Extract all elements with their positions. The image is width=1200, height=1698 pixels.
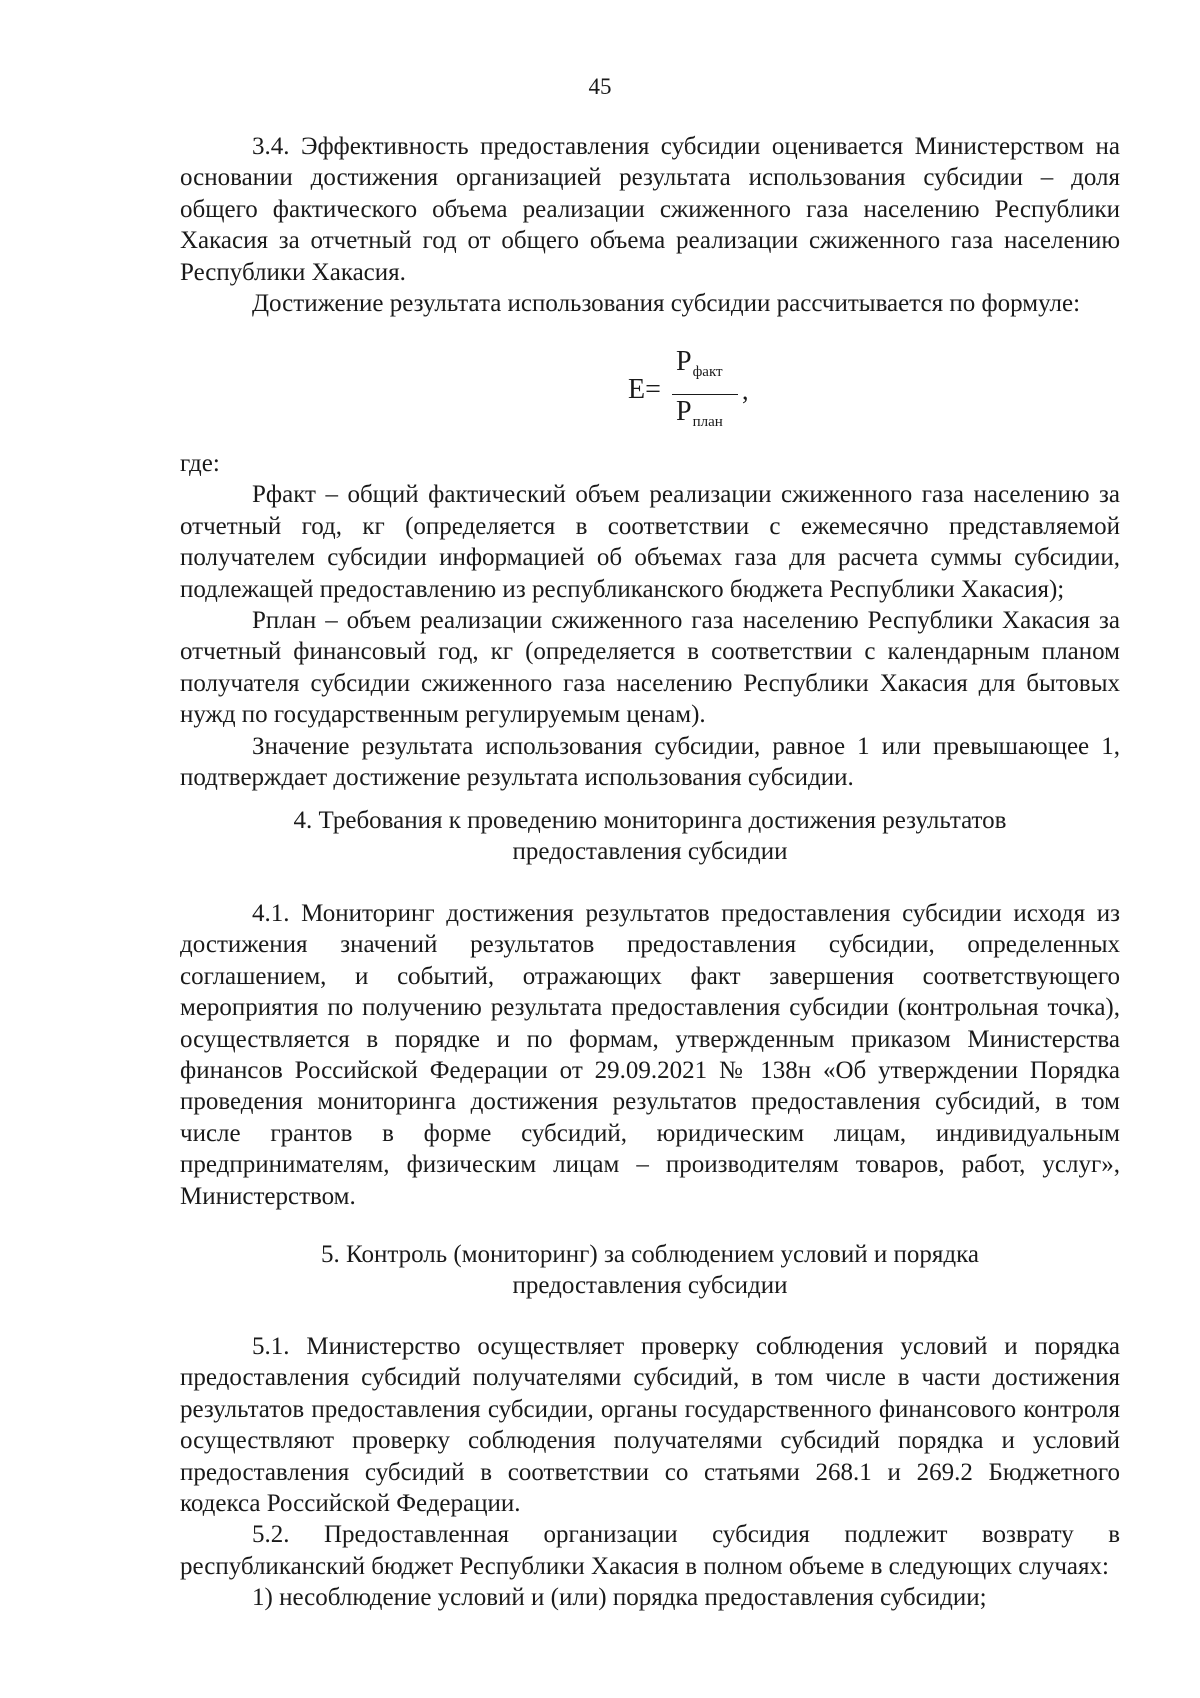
formula-numerator — [676, 346, 723, 381]
section-4-heading-line1: 4. Требования к проведению мониторинга достижения результатов — [293, 807, 1007, 834]
section-4-heading-line2: предоставления субсидии — [512, 838, 788, 866]
section-4-body — [180, 898, 1120, 1212]
formula-efficiency — [0, 346, 1200, 436]
page-number: 45 — [588, 74, 612, 99]
paragraph-5-2: 5.2. Предоставленная организации субсидия подлежит возврату в республиканский бюджет Республики Хакасия в полном объеме в следующих случаях: — [180, 1521, 1120, 1580]
paragraph-3-4: 3.4. Эффективность предоставления субсидии оценивается Министерством на основании достижения организацией результата использования субсидии – доля общего фактического объема реализации сжиженного газа населению Республики Хакасия за отчетный год от общего объема реализации сжиженного газа населению Республики Хакасия. — [180, 133, 1120, 286]
formula-denominator — [676, 396, 723, 431]
formula-numerator-symbol: Р — [676, 346, 692, 377]
section-3-block — [180, 131, 1120, 319]
formula-numerator-subscript: факт — [692, 364, 723, 380]
formula-denominator-symbol: Р — [676, 396, 692, 427]
formula-fraction-line — [672, 394, 738, 395]
section-5-body — [180, 1331, 1120, 1614]
paragraph-rplan: Рплан – объем реализации сжиженного газа населению Республики Хакасия за отчетный финансовый год, кг (определяется в соответствии с календарным планом получателя субсидии сжиженного газа населению Республики Хакасия для бытовых нужд по государственным регулируемым ценам). — [180, 607, 1120, 729]
paragraph-5-1: 5.1. Министерство осуществляет проверку соблюдения условий и порядка предоставления субсидий получателями субсидий, в том числе в части достижения результатов предоставления субсидии, органы государственного финансового контроля осуществляют проверку соблюдения получателями субсидий порядка и условий предоставления субсидий в соответствии со статьями 268.1 и 269.2 Бюджетного кодекса Российской Федерации. — [180, 1333, 1120, 1518]
paragraph-where: где: — [180, 450, 220, 477]
formula-lhs: Е= — [628, 374, 661, 405]
paragraph-4-1: 4.1. Мониторинг достижения результатов предоставления субсидии исходя из достижения значений результатов предоставления субсидии, определенных соглашением, и событий, отражающих факт завершения соответствующего мероприятия по получению результата предоставления субсидии (контрольная точка), осуществляется в порядке и по формам, утвержденным приказом Министерства финансов Российской Федерации от 29.09.2021 № 138н «Об утверждении Порядка проведения мониторинга достижения результатов предоставления субсидий, в том числе грантов в форме субсидий, юридическим лицам, индивидуальным предпринимателям, физическим лицам – производителям товаров, работ, услуг», Министерством. — [180, 900, 1120, 1210]
paragraph-result-value: Значение результата использования субсидии, равное 1 или превышающее 1, подтверждает достижение результата использования субсидии. — [180, 732, 1120, 792]
formula-comma: , — [742, 376, 749, 405]
paragraph-rfakt: Рфакт – общий фактический объем реализации сжиженного газа населению за отчетный год, кг (определяется в соответствии с ежемесячно представляемой получателем субсидии информацией об объемах газа для расчета суммы субсидии, подлежащей предоставлению из республиканского бюджета Республики Хакасия); — [180, 481, 1120, 603]
paragraph-formula-intro: Достижение результата использования субсидии рассчитывается по формуле: — [252, 290, 1081, 318]
formula-denominator-subscript: план — [692, 414, 723, 430]
section-4-heading — [180, 805, 1120, 868]
section-5-heading-line2: предоставления субсидии — [512, 1272, 788, 1300]
paragraph-5-2-item-1: 1) несоблюдение условий и (или) порядка предоставления субсидии; — [252, 1584, 987, 1612]
section-5-heading-line1: 5. Контроль (мониторинг) за соблюдением условий и порядка — [321, 1241, 979, 1268]
section-5-heading — [180, 1239, 1120, 1302]
section-3-definitions — [180, 448, 1120, 793]
